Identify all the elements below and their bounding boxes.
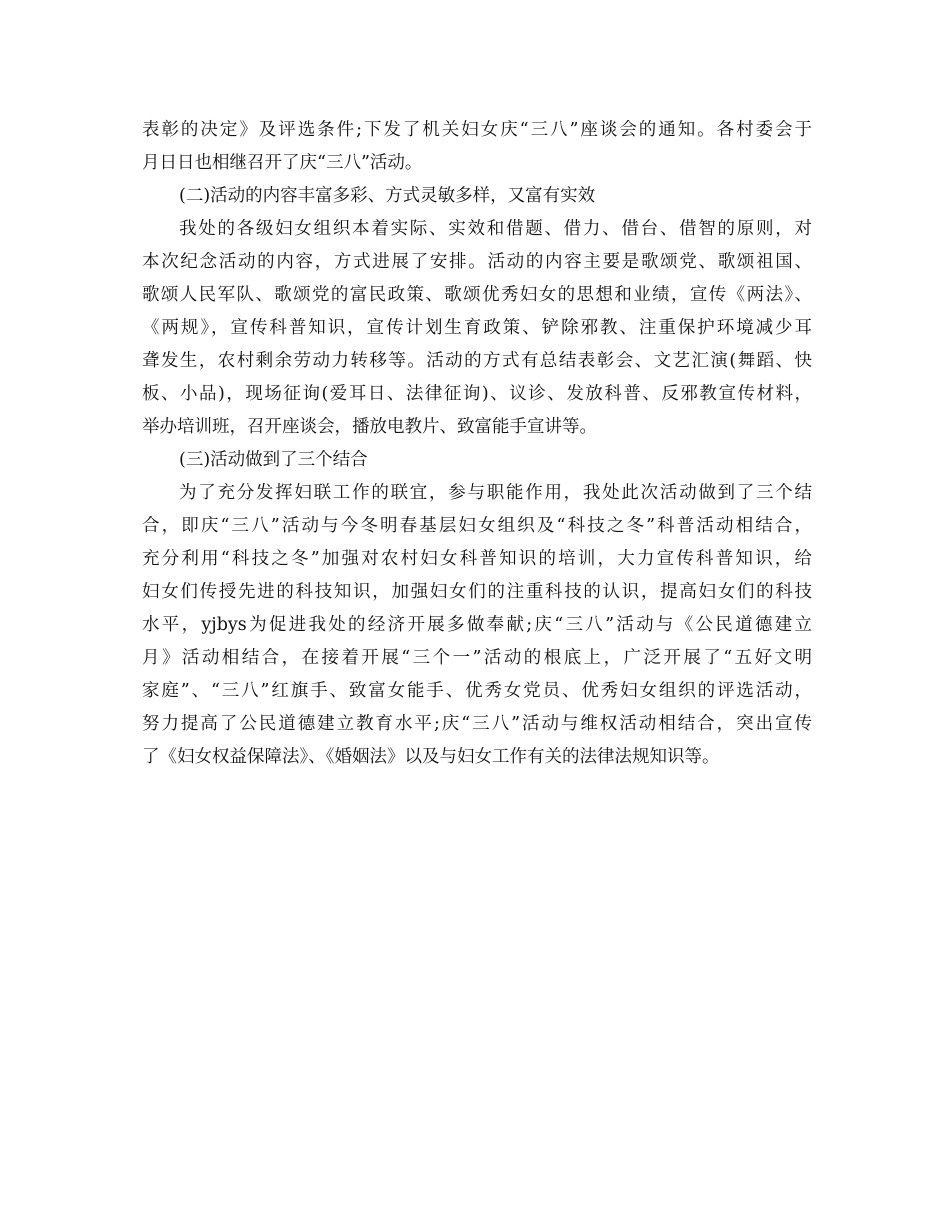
text-line: 我处的各级妇女组织本着实际、实效和借题、借力、借台、借智的原则，对 xyxy=(179,219,812,239)
text-line: 水平，yjbys为促进我处的经济开展多做奉献;庆“三八”活动与《公民道德建立 xyxy=(142,615,812,635)
text-line: 本次纪念活动的内容，方式进展了安排。活动的内容主要是歌颂党、歌颂祖国、 xyxy=(142,252,812,272)
text-line: 合，即庆“三八”活动与今冬明春基层妇女组织及“科技之冬”科普活动相结合， xyxy=(142,516,812,536)
text-line: 表彰的决定》及评选条件;下发了机关妇女庆“三八”座谈会的通知。各村委会于 xyxy=(142,120,812,140)
text-line: 充分利用“科技之冬”加强对农村妇女科普知识的培训，大力宣传科普知识，给 xyxy=(142,549,812,569)
text-line: 为了充分发挥妇联工作的联宜，参与职能作用，我处此次活动做到了三个结 xyxy=(179,483,812,503)
text-line: 月日日也相继召开了庆“三八”活动。 xyxy=(142,153,423,173)
text-line: 《两规》，宣传科普知识，宣传计划生育政策、铲除邪教、注重保护环境减少耳 xyxy=(142,318,812,338)
text-line: (三)活动做到了三个结合 xyxy=(179,450,368,470)
text-line: 努力提高了公民道德建立教育水平;庆“三八”活动与维权活动相结合，突出宣传 xyxy=(142,714,812,734)
text-line: 了《妇女权益保障法》、《婚姻法》以及与妇女工作有关的法律法规知识等。 xyxy=(142,747,720,767)
document-body xyxy=(142,114,812,774)
text-line: 举办培训班，召开座谈会，播放电教片、致富能手宣讲等。 xyxy=(142,417,597,437)
text-line: 聋发生，农村剩余劳动力转移等。活动的方式有总结表彰会、文艺汇演(舞蹈、快 xyxy=(142,351,812,371)
text-line: 板、小品)，现场征询(爱耳日、法律征询)、议诊、发放科普、反邪教宣传材料， xyxy=(142,384,812,404)
text-line: 歌颂人民军队、歌颂党的富民政策、歌颂优秀妇女的思想和业绩，宣传《两法》、 xyxy=(142,285,812,305)
text-line: 家庭”、“三八”红旗手、致富女能手、优秀女党员、优秀妇女组织的评选活动， xyxy=(142,681,812,701)
text-line: 妇女们传授先进的科技知识，加强妇女们的注重科技的认识，提高妇女们的科技 xyxy=(142,582,812,602)
text-line: (二)活动的内容丰富多彩、方式灵敏多样，又富有实效 xyxy=(179,186,596,206)
text-line: 月》活动相结合，在接着开展“三个一”活动的根底上，广泛开展了“五好文明 xyxy=(142,648,812,668)
